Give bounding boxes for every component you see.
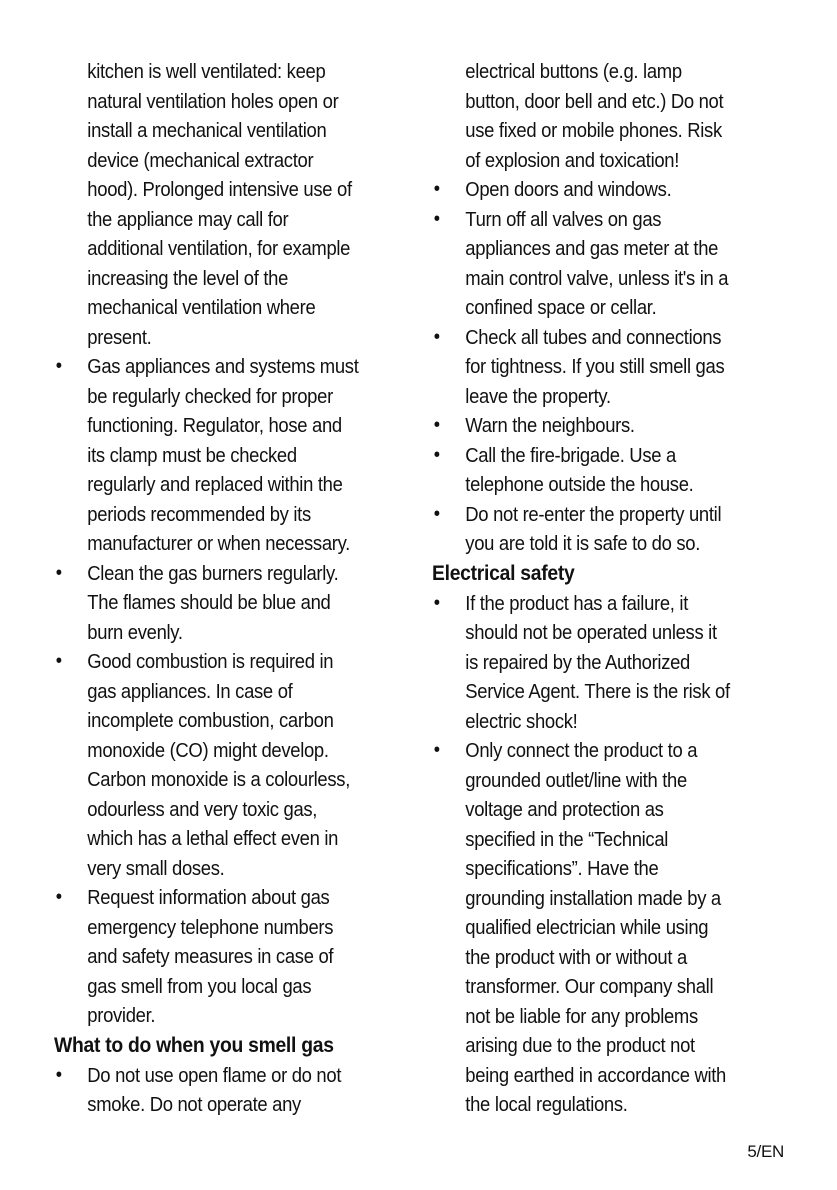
text-line: manufacturer or when necessary.: [87, 532, 350, 555]
text-line: grounding installation made by a: [465, 886, 721, 910]
text-line: additional ventilation, for example: [87, 237, 351, 260]
text-line: the local regulations.: [465, 1093, 628, 1116]
bullet-line: • Do not re-enter the property until: [432, 500, 756, 530]
bullet-line: • Open doors and windows.: [432, 175, 756, 205]
text-line: which has a lethal effect even in: [87, 827, 339, 850]
text-line: arising due to the product not: [465, 1034, 695, 1057]
text-line: of explosion and toxication!: [465, 148, 680, 172]
text-line: device (mechanical extractor: [87, 148, 314, 172]
bullet-line: • Gas appliances and systems must: [54, 352, 378, 382]
bullet-line: • Turn off all valves on gas: [432, 205, 756, 235]
text-line: regularly and replaced within the: [87, 473, 343, 496]
left-column: [54, 57, 414, 1120]
bullet-line: • Do not use open flame or do not: [54, 1061, 378, 1091]
bullet-line: • Clean the gas burners regularly.: [54, 559, 378, 589]
text-line: specified in the “Technical: [465, 827, 669, 851]
text-line: functioning. Regulator, hose and: [87, 414, 342, 437]
bullet-line: • Only connect the product to a: [432, 736, 756, 766]
text-line: Carbon monoxide is a colourless,: [87, 768, 351, 791]
text-line: install a mechanical ventilation: [87, 119, 327, 142]
text-line: provider.: [87, 1004, 156, 1027]
text-line: is repaired by the Authorized: [465, 650, 691, 674]
text-line: use fixed or mobile phones. Risk: [465, 119, 722, 142]
text-line: Service Agent. There is the risk of: [465, 680, 730, 703]
text-line: should not be operated unless it: [465, 621, 717, 644]
text-line: main control valve, unless it's in a: [465, 266, 729, 290]
text-line: electric shock!: [465, 709, 578, 733]
text-line: odourless and very toxic gas,: [87, 797, 318, 821]
bullet-line: • Call the fire-brigade. Use a: [432, 441, 756, 471]
text-line: be regularly checked for proper: [87, 384, 333, 408]
text-line: qualified electrician while using: [465, 916, 709, 939]
section-heading: What to do when you smell gas: [54, 1033, 334, 1057]
text-line: smoke. Do not operate any: [87, 1093, 301, 1116]
bullet-line: • If the product has a failure, it: [432, 589, 756, 619]
text-line: appliances and gas meter at the: [465, 237, 719, 260]
bullet-line: • Check all tubes and connections: [432, 323, 756, 353]
text-line: for tightness. If you still smell gas: [465, 355, 725, 378]
text-line: grounded outlet/line with the: [465, 768, 687, 792]
text-line: monoxide (CO) might develop.: [87, 738, 329, 762]
text-line: telephone outside the house.: [465, 473, 694, 496]
text-line: being earthed in accordance with: [465, 1063, 727, 1087]
text-line: button, door bell and etc.) Do not: [465, 89, 724, 113]
text-line: electrical buttons (e.g. lamp: [465, 60, 682, 83]
text-line: leave the property.: [465, 384, 611, 408]
text-line: increasing the level of the: [87, 266, 289, 290]
text-line: hood). Prolonged intensive use of: [87, 178, 352, 201]
bullet-line: • Request information about gas: [54, 883, 378, 913]
text-line: mechanical ventilation where: [87, 296, 316, 319]
text-line: the product with or without a: [465, 945, 687, 969]
text-line: The flames should be blue and: [87, 591, 331, 614]
bullet-line: • Warn the neighbours.: [432, 411, 756, 441]
text-line: incomplete combustion, carbon: [87, 709, 334, 732]
text-line: kitchen is well ventilated: keep: [87, 60, 326, 83]
text-line: specifications”. Have the: [465, 857, 659, 880]
bullet-line: • Good combustion is required in: [54, 647, 378, 677]
text-line: burn evenly.: [87, 620, 183, 644]
text-line: its clamp must be checked: [87, 443, 297, 467]
text-line: gas appliances. In case of: [87, 679, 293, 703]
text-line: emergency telephone numbers: [87, 915, 334, 939]
text-line: periods recommended by its: [87, 502, 311, 526]
section-heading: Electrical safety: [432, 561, 575, 585]
page-number: 5/EN: [747, 1142, 784, 1161]
right-column: [432, 57, 792, 1120]
text-line: voltage and protection as: [465, 798, 664, 821]
text-line: and safety measures in case of: [87, 945, 334, 968]
text-line: not be liable for any problems: [465, 1004, 698, 1028]
text-line: the appliance may call for: [87, 207, 289, 231]
text-line: transformer. Our company shall: [465, 975, 714, 998]
text-line: confined space or cellar.: [465, 296, 657, 319]
text-line: you are told it is safe to do so.: [465, 532, 701, 555]
text-line: gas smell from you local gas: [87, 974, 312, 998]
text-line: very small doses.: [87, 856, 225, 880]
text-line: present.: [87, 325, 152, 349]
text-line: natural ventilation holes open or: [87, 89, 339, 113]
